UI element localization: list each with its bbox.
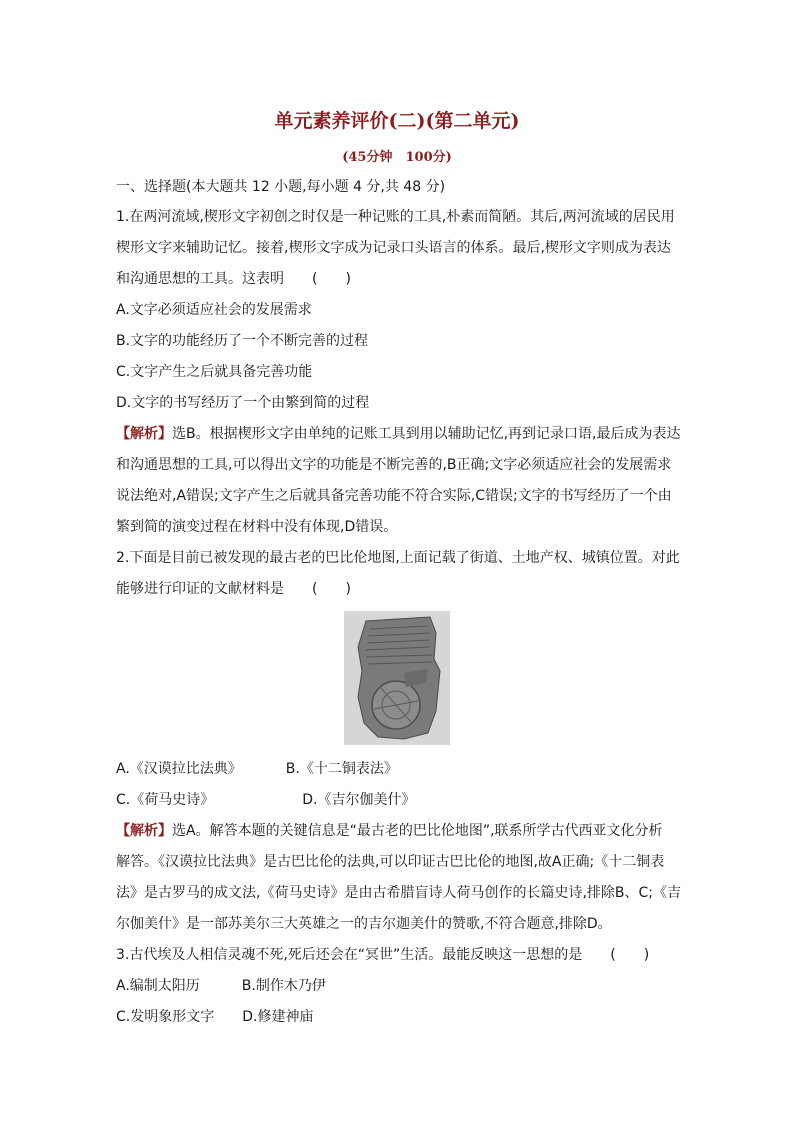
q1-stem-line: 1.在两河流域,楔形文字初创之时仅是一种记账的工具,朴素而简陋。其后,两河流域的居民用 [116, 209, 675, 225]
analysis-tag: 【解析】 [116, 823, 172, 839]
q3-options-row-2 [116, 1008, 313, 1026]
babylonian-map-tablet-image [344, 611, 450, 745]
q2-analysis-line: 法》是古罗马的成文法,《荷马史诗》是由古希腊盲诗人荷马创作的长篇史诗,排除B、C;《吉 [116, 885, 681, 901]
q2-stem-line: 2.下面是目前已被发现的最古老的巴比伦地图,上面记载了街道、土地产权、城镇位置。对此 [116, 550, 680, 566]
q1-analysis-line: 繁到简的演变过程在材料中没有体现,D错误。 [116, 519, 398, 535]
q1-option-a: A.文字必须适应社会的发展需求 [116, 302, 312, 318]
q1-stem-line: 楔形文字来辅助记忆。接着,楔形文字成为记录口头语言的体系。最后,楔形文字则成为表达 [116, 240, 671, 256]
q2-option-d: D.《吉尔伽美什》 [302, 792, 416, 808]
analysis-text: 选B。根据楔形文字由单纯的记账工具到用以辅助记忆,再到记录口语,最后成为表达 [172, 426, 681, 442]
q2-option-b: B.《十二铜表法》 [285, 761, 398, 777]
q3-option-c: C.发明象形文字 [116, 1009, 215, 1025]
clay-tablet-icon [344, 611, 450, 745]
q1-analysis-line [116, 425, 681, 443]
q2-options-row-2 [116, 791, 415, 809]
q2-analysis-line [116, 822, 663, 840]
q2-option-a: A.《汉谟拉比法典》 [116, 761, 242, 777]
section-header: 一、选择题(本大题共 12 小题,每小题 4 分,共 48 分) [116, 179, 446, 195]
q2-analysis-line: 解答。《汉谟拉比法典》是古巴比伦的法典,可以印证古巴比伦的地图,故A正确;《十二铜表 [116, 854, 665, 870]
q2-analysis-line: 尔伽美什》是一部苏美尔三大英雄之一的吉尔迦美什的赞歌,不符合题意,排除D。 [116, 916, 612, 932]
q1-option-d: D.文字的书写经历了一个由繁到简的过程 [116, 395, 370, 411]
q1-analysis-line: 说法绝对,A错误;文字产生之后就具备完善功能不符合实际,C错误;文字的书写经历了一个由 [116, 488, 672, 504]
analysis-tag: 【解析】 [116, 426, 172, 442]
q3-option-b: B.制作木乃伊 [241, 978, 326, 994]
q2-options-row-1 [116, 760, 398, 778]
q3-option-a: A.编制太阳历 [116, 978, 200, 994]
q3-stem: 3.古代埃及人相信灵魂不死,死后还会在“冥世”生活。最能反映这一思想的是 ( ) [116, 947, 650, 963]
analysis-text: 选A。解答本题的关键信息是“最古老的巴比伦地图”,联系所学古代西亚文化分析 [172, 823, 663, 839]
q1-analysis-line: 和沟通思想的工具,可以得出文字的功能是不断完善的,B正确;文字必须适应社会的发展需求 [116, 457, 672, 473]
q1-option-c: C.文字产生之后就具备完善功能 [116, 364, 313, 380]
page-title: 单元素养评价(二)(第二单元) [274, 110, 520, 132]
q3-option-d: D.修建神庙 [242, 1009, 314, 1025]
page-subtitle: (45分钟 100分) [342, 150, 452, 165]
q3-options-row-1 [116, 977, 326, 995]
q2-stem-line: 能够进行印证的文献材料是 ( ) [116, 581, 351, 597]
q2-option-c: C.《荷马史诗》 [116, 792, 215, 808]
q1-option-b: B.文字的功能经历了一个不断完善的过程 [116, 333, 369, 349]
q1-stem-line: 和沟通思想的工具。这表明 ( ) [116, 271, 351, 287]
